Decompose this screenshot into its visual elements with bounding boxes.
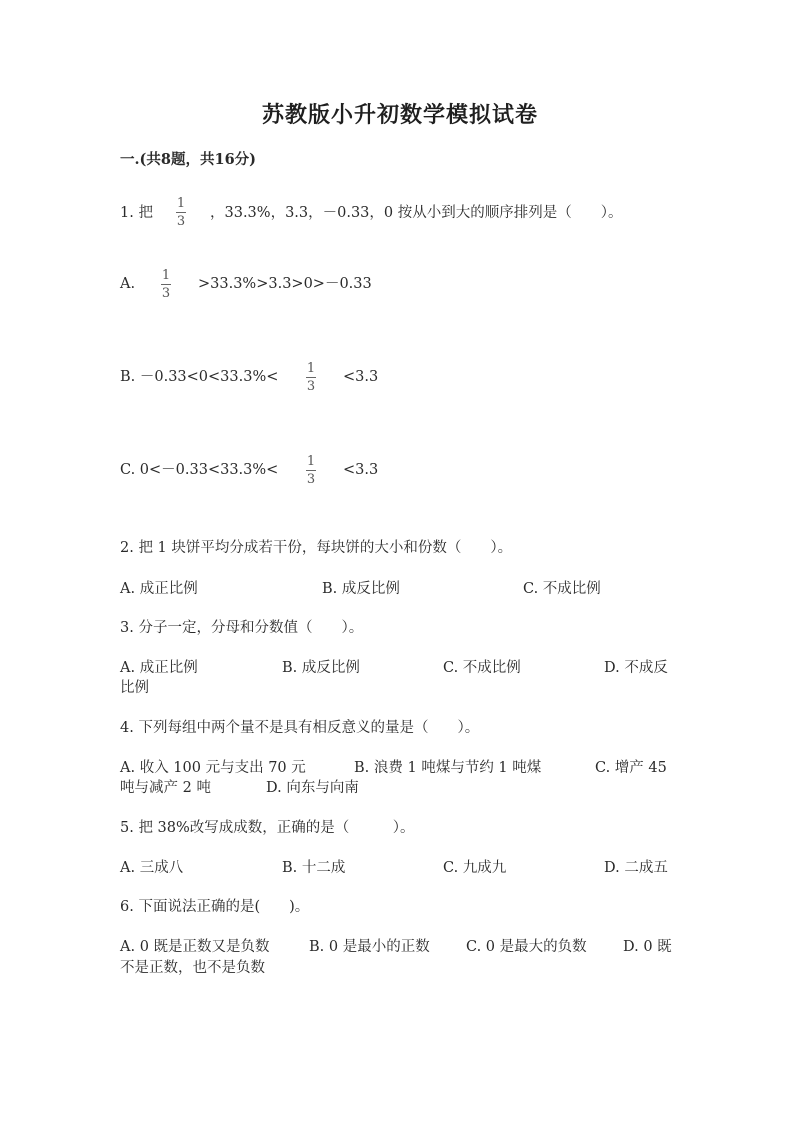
q1-fraction [176,196,186,229]
q3-option-a: A. 成正比例 [120,660,198,676]
q6-text: 6. 下面说法正确的是( )。 [120,899,310,915]
fraction-denominator: 3 [176,214,186,229]
fraction-numerator: 1 [176,196,186,211]
q1-option-b: B. －0.33<0<33.3%< [120,369,279,385]
q1-option-c-fraction [306,454,316,487]
q1-option-a: >33.3%>3.3>0>－0.33 [198,276,372,292]
q3-option-d-wrap: 比例 [120,680,149,696]
q5-option-a: A. 三成八 [120,860,184,876]
q5-option-d: D. 二成五 [604,860,668,876]
q2-text: 2. 把 1 块饼平均分成若干份，每块饼的大小和份数（ ）。 [120,540,513,556]
q6-option-b: B. 0 是最小的正数 [309,939,430,955]
fraction-denominator: 3 [306,379,316,394]
q6-option-c: C. 0 是最大的负数 [466,939,587,955]
fraction-numerator: 1 [306,361,316,376]
q4-option-c-wrap: 吨与减产 2 吨 [120,780,211,796]
q4-option-d: D. 向东与向南 [266,780,359,796]
q3-option-b: B. 成反比例 [282,660,360,676]
q1-prefix: 1. 把 [120,205,153,221]
q2-option-b: B. 成反比例 [322,581,400,597]
q2-option-a: A. 成正比例 [120,581,198,597]
fraction-numerator: 1 [306,454,316,469]
q1-suffix: ，33.3%，3.3，－0.33，0 按从小到大的顺序排列是（ ）。 [210,205,623,221]
q4-text: 4. 下列每组中两个量不是具有相反意义的量是（ ）。 [120,720,480,736]
q6-option-a: A. 0 既是正数又是负数 [120,939,270,955]
fraction-numerator: 1 [161,268,171,283]
q3-option-c: C. 不成比例 [443,660,521,676]
fraction-bar [176,212,186,213]
q1-option-c: C. 0<－0.33<33.3%< [120,462,279,478]
q1-option-b-end: <3.3 [343,369,379,385]
q4-option-c: C. 增产 45 [595,760,667,776]
section-heading: 一.(共8题，共16分) [120,151,257,168]
q1-option-a-label: A. [120,276,136,292]
q4-option-a: A. 收入 100 元与支出 70 元 [120,760,306,776]
fraction-bar [161,284,171,285]
q1-option-b-fraction [306,361,316,394]
q5-option-b: B. 十二成 [282,860,346,876]
fraction-denominator: 3 [161,286,171,301]
fraction-bar [306,377,316,378]
q1-option-c-end: <3.3 [343,462,379,478]
page-title: 苏教版小升初数学模拟试卷 [261,102,538,128]
q3-text: 3. 分子一定，分母和分数值（ ）。 [120,620,364,636]
q5-option-c: C. 九成九 [443,860,507,876]
q5-text: 5. 把 38%改写成成数，正确的是（ ）。 [120,820,415,836]
q3-option-d: D. 不成反 [604,660,668,676]
fraction-denominator: 3 [306,472,316,487]
q4-option-b: B. 浪费 1 吨煤与节约 1 吨煤 [354,760,542,776]
q6-option-d-wrap: 不是正数，也不是负数 [120,960,265,976]
fraction-bar [306,470,316,471]
q2-option-c: C. 不成比例 [523,581,601,597]
q1-option-a-fraction [161,268,171,301]
q6-option-d: D. 0 既 [623,939,672,955]
